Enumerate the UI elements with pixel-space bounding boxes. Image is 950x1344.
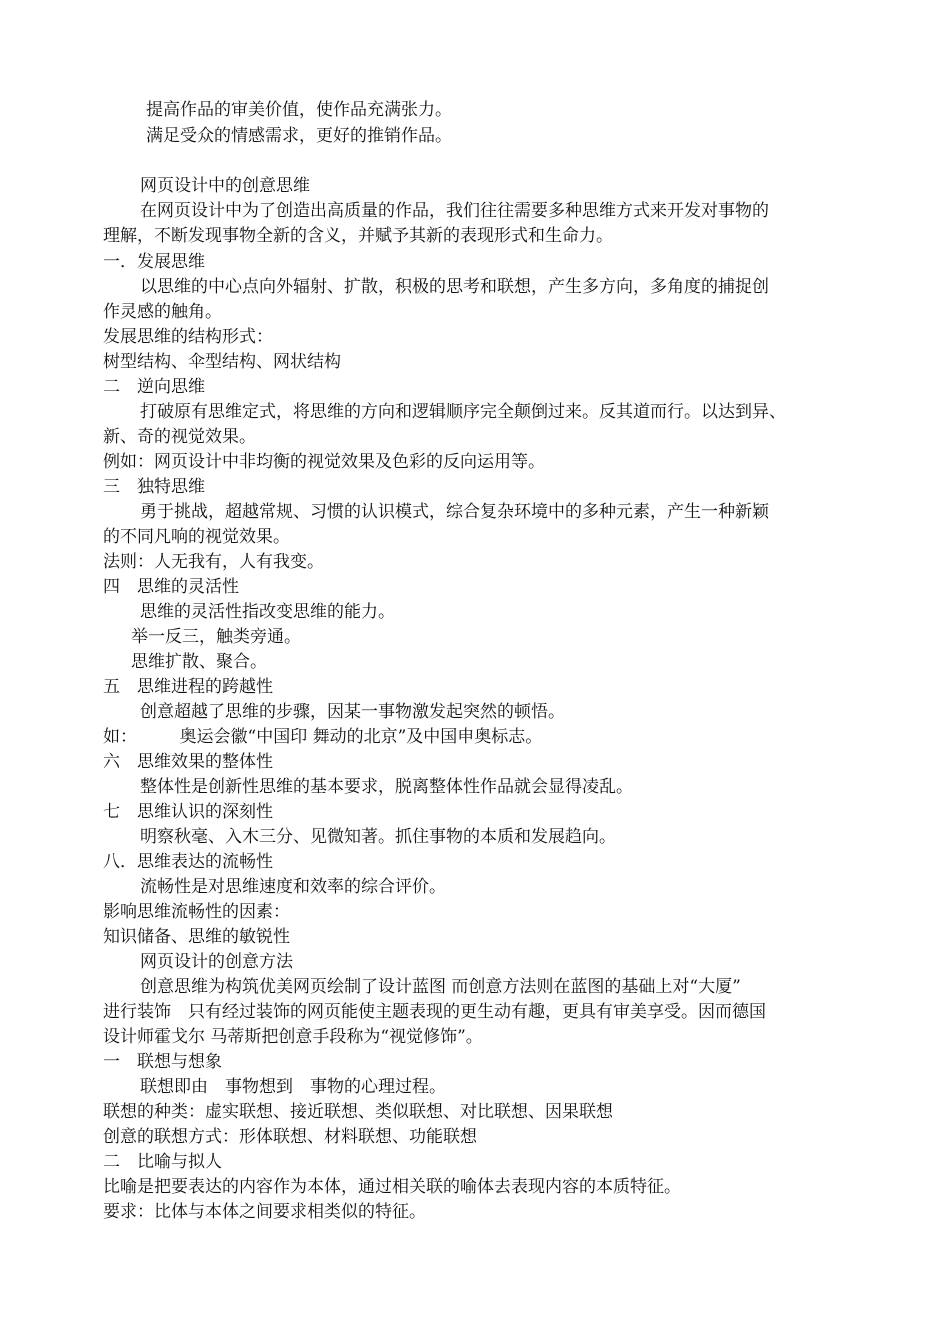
text-line: 知识储备、思维的敏锐性 — [103, 927, 290, 947]
text-line: 例如：网页设计中非均衡的视觉效果及色彩的反向运用等。 — [103, 452, 545, 472]
text-line: 作灵感的触角。 — [103, 302, 222, 322]
text-line: 提高作品的审美价值，使作品充满张力。 — [146, 100, 452, 120]
text-line: 流畅性是对思维速度和效率的综合评价。 — [140, 877, 446, 897]
subsection-heading: 三 独特思维 — [103, 477, 205, 497]
text-line: 联想的种类：虚实联想、接近联想、类似联想、对比联想、因果联想 — [103, 1102, 613, 1122]
text-line: 联想即由 事物想到 事物的心理过程。 — [140, 1077, 446, 1097]
text-line: 思维扩散、聚合。 — [131, 652, 267, 672]
subsection-heading: 四 思维的灵活性 — [103, 577, 239, 597]
text-line: 影响思维流畅性的因素： — [103, 902, 290, 922]
text-line: 进行装饰 只有经过装饰的网页能使主题表现的更生动有趣，更具有审美享受。因而德国 — [103, 1002, 766, 1022]
text-line: 要求：比体与本体之间要求相类似的特征。 — [103, 1202, 426, 1222]
text-line: 的不同凡响的视觉效果。 — [103, 527, 290, 547]
subsection-heading: 一 联想与想象 — [103, 1052, 222, 1072]
text-line: 整体性是创新性思维的基本要求，脱离整体性作品就会显得凌乱。 — [140, 777, 633, 797]
text-line: 新、奇的视觉效果。 — [103, 427, 256, 447]
text-line: 举一反三，触类旁通。 — [131, 627, 301, 647]
text-line: 创意的联想方式：形体联想、材料联想、功能联想 — [103, 1127, 477, 1147]
text-line: 设计师霍戈尔 马蒂斯把创意手段称为“视觉修饰”。 — [103, 1027, 483, 1047]
subsection-heading: 六 思维效果的整体性 — [103, 752, 273, 772]
text-line: 在网页设计中为了创造出高质量的作品，我们往往需要多种思维方式来开发对事物的 — [140, 201, 769, 221]
text-line: 满足受众的情感需求，更好的推销作品。 — [146, 126, 452, 146]
subsection-heading: 七 思维认识的深刻性 — [103, 802, 273, 822]
text-line: 如： 奥运会徽“中国印 舞动的北京”及中国申奥标志。 — [103, 727, 543, 747]
text-line: 打破原有思维定式，将思维的方向和逻辑顺序完全颠倒过来。反其道而行。以达到异、 — [140, 402, 786, 422]
subsection-heading: 八．思维表达的流畅性 — [103, 852, 273, 872]
text-line: 创意思维为构筑优美网页绘制了设计蓝图 而创意方法则在蓝图的基础上对“大厦” — [140, 977, 741, 997]
subsection-heading: 五 思维进程的跨越性 — [103, 677, 273, 697]
section-heading: 网页设计中的创意思维 — [140, 176, 310, 196]
text-line: 思维的灵活性指改变思维的能力。 — [140, 602, 395, 622]
text-line: 比喻是把要表达的内容作为本体，通过相关联的喻体去表现内容的本质特征。 — [103, 1177, 681, 1197]
text-line: 明察秋毫、入木三分、见微知著。抓住事物的本质和发展趋向。 — [140, 827, 616, 847]
text-line: 勇于挑战，超越常规、习惯的认识模式，综合复杂环境中的多种元素，产生一种新颖 — [140, 502, 769, 522]
text-line: 发展思维的结构形式： — [103, 327, 273, 347]
text-line: 理解，不断发现事物全新的含义，并赋予其新的表现形式和生命力。 — [103, 226, 613, 246]
subsection-heading: 二 比喻与拟人 — [103, 1152, 222, 1172]
section-heading: 网页设计的创意方法 — [140, 952, 293, 972]
text-line: 树型结构、伞型结构、网状结构 — [103, 352, 341, 372]
text-line: 以思维的中心点向外辐射、扩散，积极的思考和联想，产生多方向，多角度的捕捉创 — [140, 277, 769, 297]
subsection-heading: 二 逆向思维 — [103, 377, 205, 397]
text-line: 法则：人无我有，人有我变。 — [103, 552, 324, 572]
text-line: 创意超越了思维的步骤，因某一事物激发起突然的顿悟。 — [140, 702, 565, 722]
subsection-heading: 一．发展思维 — [103, 252, 205, 272]
